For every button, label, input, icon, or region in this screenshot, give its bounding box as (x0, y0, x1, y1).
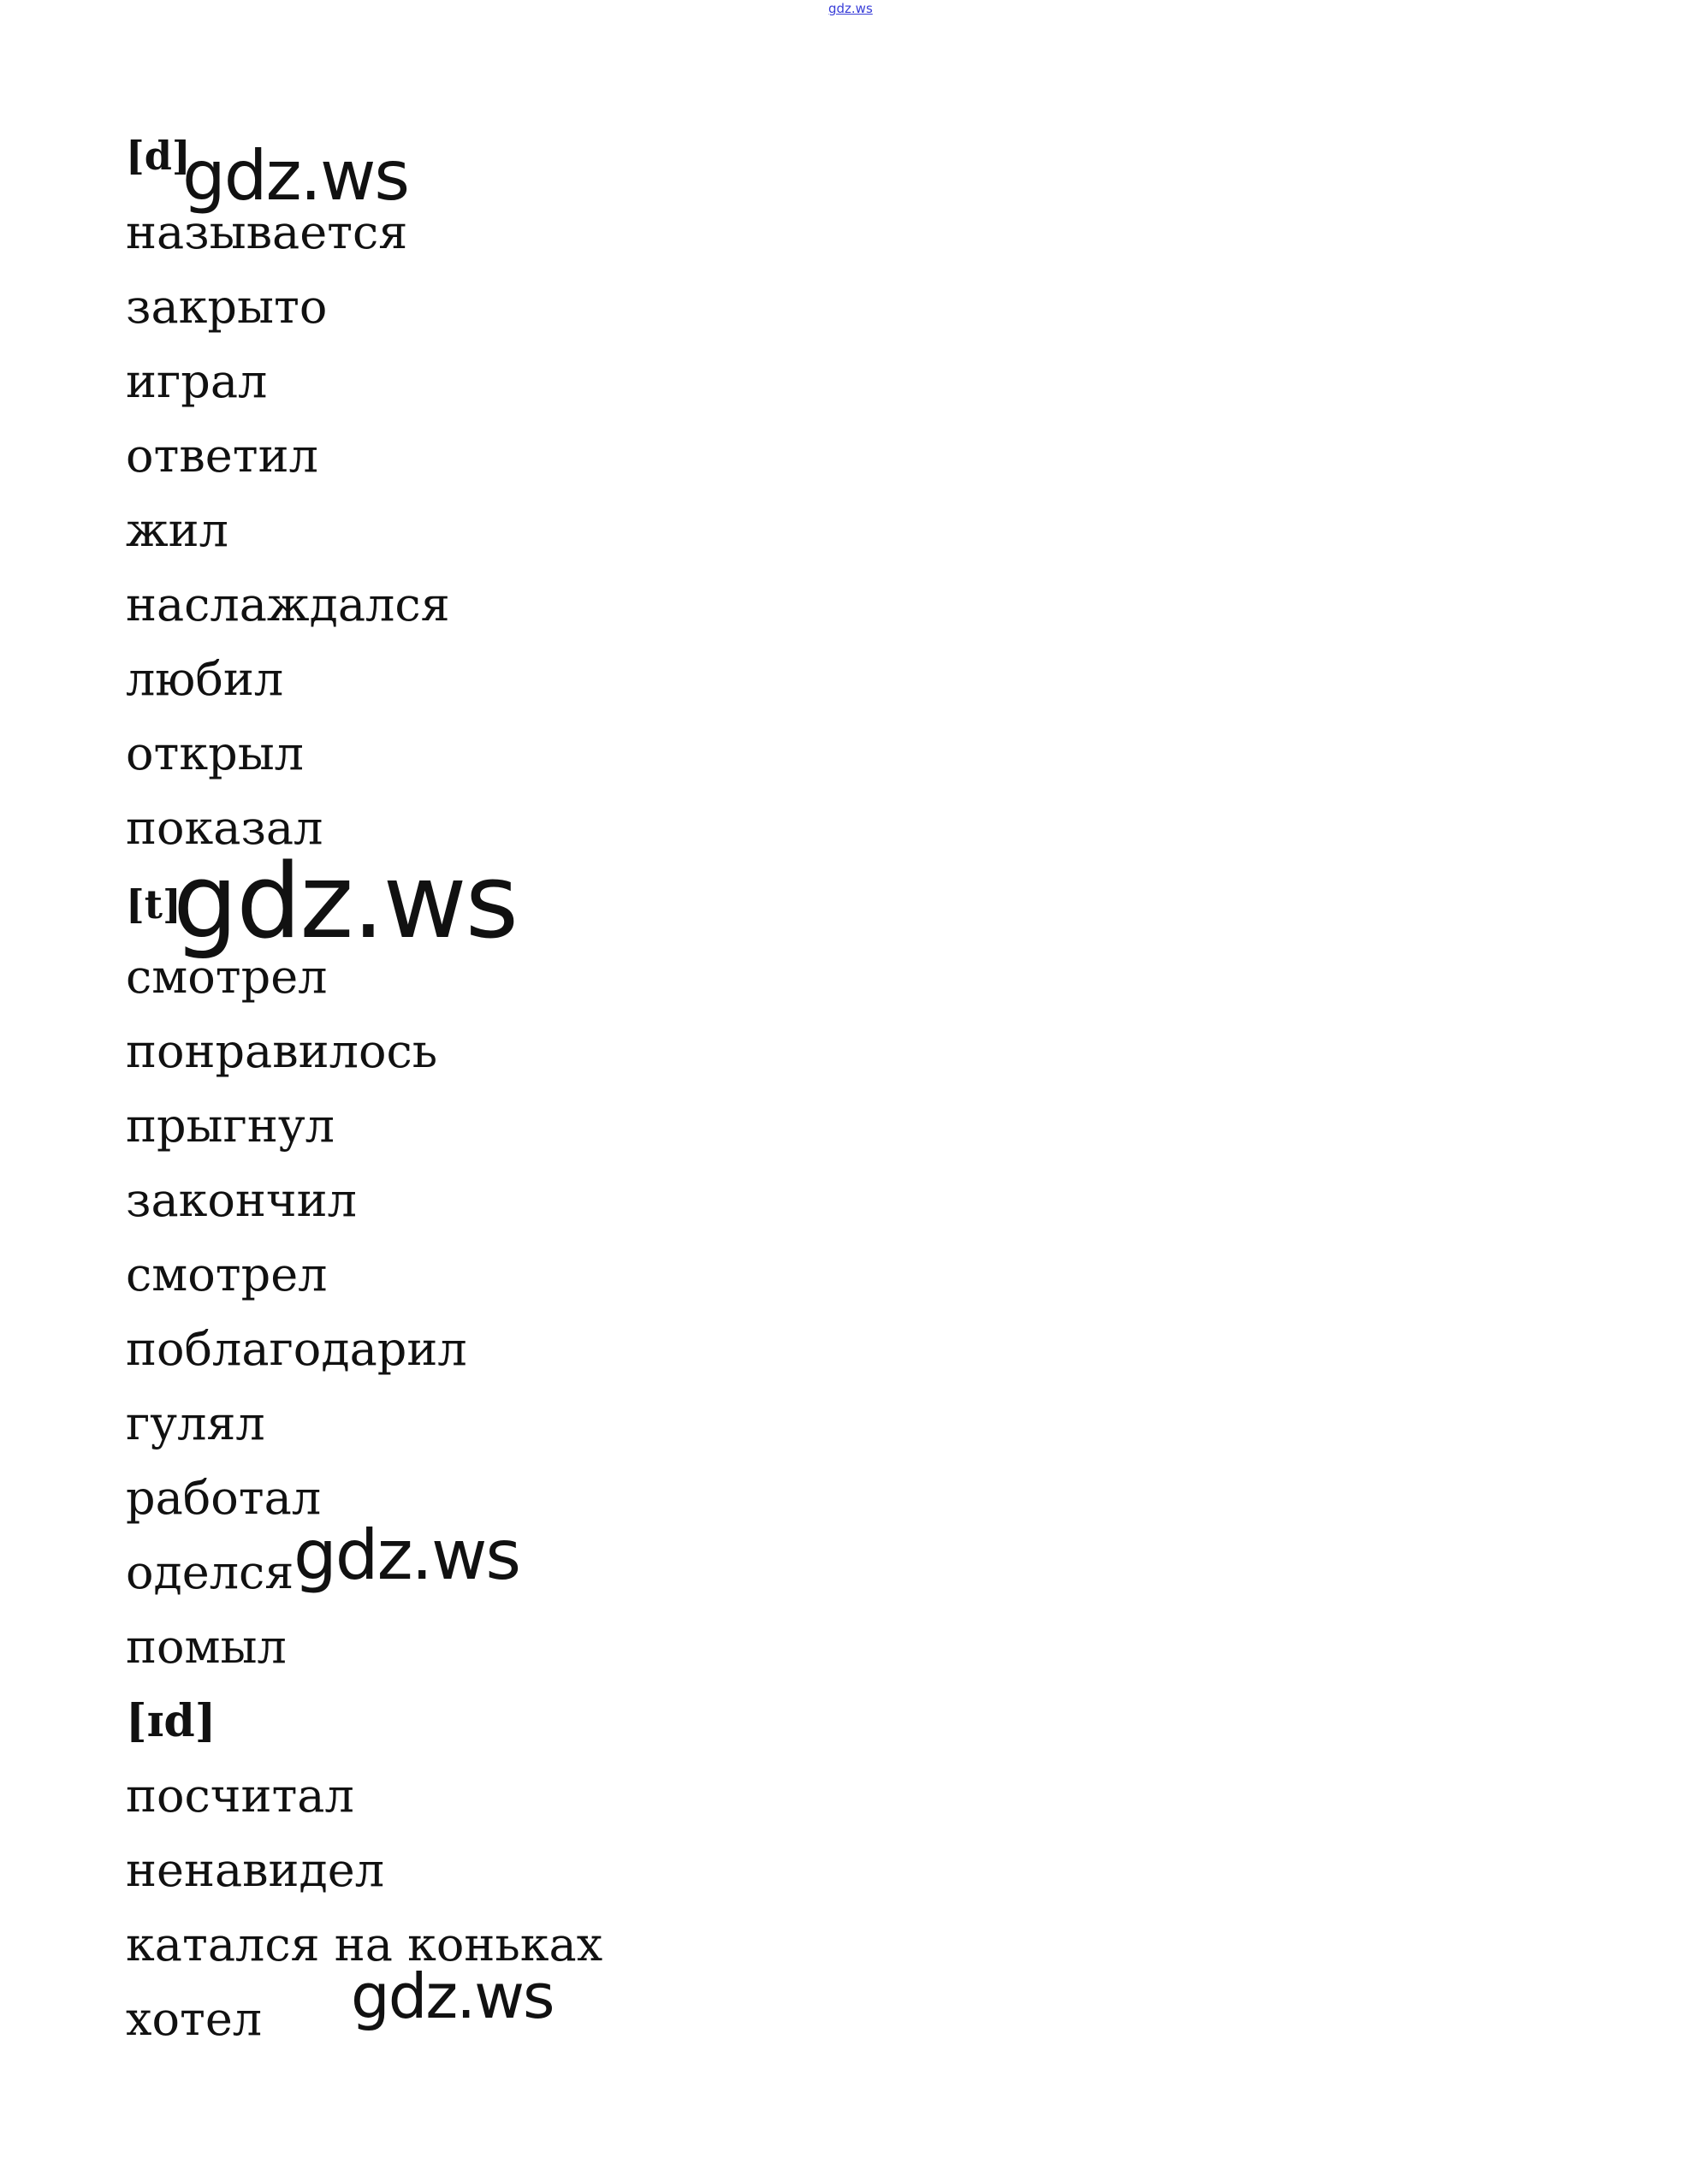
word-line: смотрел (126, 950, 328, 1004)
word-line: катался на коньках (126, 1918, 603, 1971)
watermark: gdz.ws (173, 843, 518, 962)
watermark: gdz.ws (182, 136, 409, 216)
word-line: называется (126, 205, 408, 259)
word-line: хотел (126, 1992, 263, 2046)
word-line: смотрел (126, 1248, 328, 1301)
word-line: закончил (126, 1173, 357, 1227)
section-heading-d: [d] (126, 133, 191, 179)
word-line: закрыто (126, 280, 328, 334)
word-line: оделся (126, 1545, 294, 1599)
watermark: gdz.ws (294, 1515, 520, 1595)
word-line: ответил (126, 429, 318, 483)
word-line: прыгнул (126, 1099, 335, 1153)
word-line: играл (126, 354, 268, 408)
word-line: любил (126, 652, 284, 706)
header-watermark-link[interactable]: gdz.ws (828, 1, 873, 16)
word-line: наслаждался (126, 578, 450, 631)
word-line: понравилось (126, 1024, 438, 1078)
word-line: работал (126, 1471, 322, 1525)
word-line: поблагодарил (126, 1322, 467, 1376)
word-line: жил (126, 503, 228, 557)
word-line: помыл (126, 1620, 287, 1674)
section-heading-id: [ɪd] (126, 1695, 216, 1747)
word-line: ненавидел (126, 1843, 385, 1897)
section-heading-t: [t] (126, 881, 181, 928)
watermark: gdz.ws (351, 1960, 554, 2032)
word-line: гулял (126, 1396, 265, 1450)
word-line: открыл (126, 726, 304, 780)
word-line: посчитал (126, 1769, 354, 1823)
word-line: показал (126, 801, 323, 855)
